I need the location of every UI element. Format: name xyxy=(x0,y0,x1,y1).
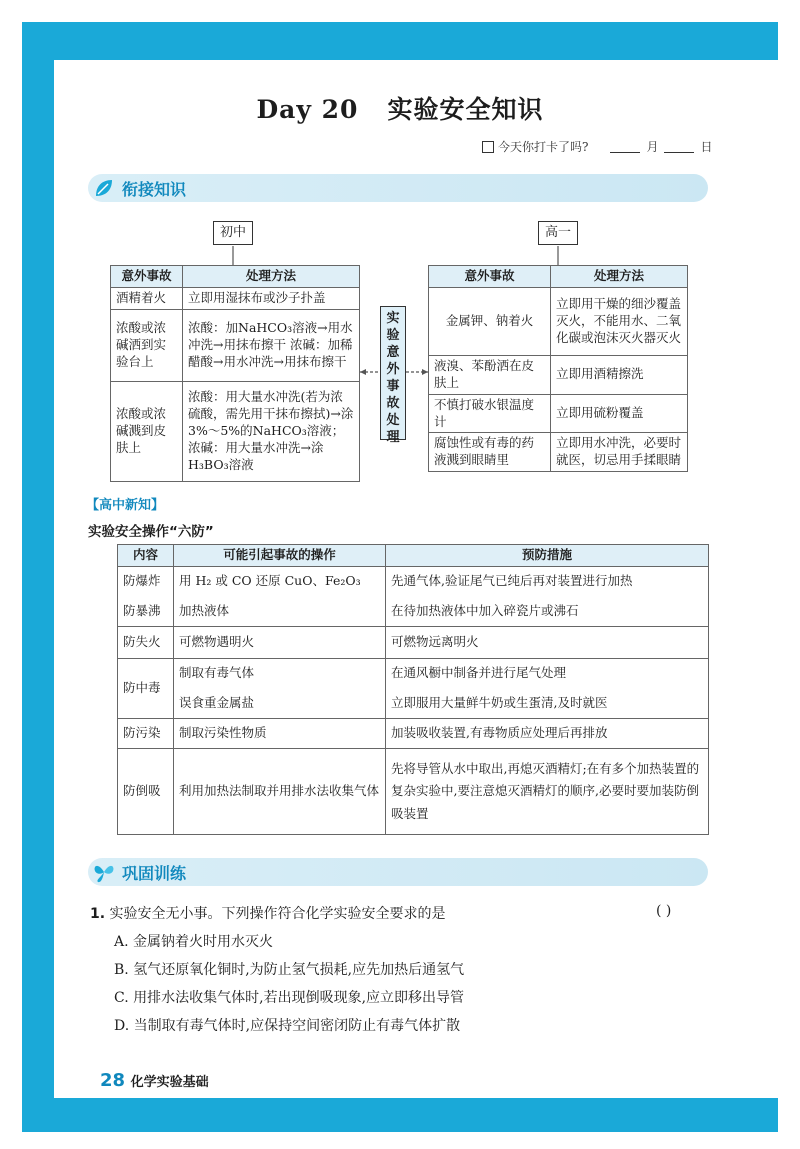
option-a[interactable]: A. 金属钠着火时用水灭火 xyxy=(114,934,274,950)
senior-header-method: 处理方法 xyxy=(551,266,688,288)
vertical-char: 处 xyxy=(386,413,400,428)
operation-cell: 利用加热法制取并用排水法收集气体 xyxy=(174,748,386,834)
butterfly-icon xyxy=(92,860,116,884)
question-stem: 实验安全无小事。下列操作符合化学实验安全要求的是 xyxy=(109,906,446,922)
type-cell: 防暴沸 xyxy=(118,596,174,626)
title-day: Day 20 xyxy=(256,95,359,124)
table-row xyxy=(118,718,709,748)
header-prevention: 预防措施 xyxy=(386,545,709,567)
vertical-char: 验 xyxy=(386,328,400,343)
vertical-char: 理 xyxy=(386,430,400,445)
operation-cell: 可燃物遇明火 xyxy=(174,626,386,658)
accident-cell: 酒精着火 xyxy=(111,287,183,309)
table-row xyxy=(118,748,709,834)
junior-table xyxy=(110,265,360,482)
checkin-text: 今天你打卡了吗? xyxy=(498,140,589,154)
operation-cell: 加热液体 xyxy=(174,596,386,626)
option-d[interactable]: D. 当制取有毒气体时,应保持空间密闭防止有毒气体扩散 xyxy=(114,1018,461,1034)
method-cell: 立即用水冲洗，必要时就医，切忌用手揉眼睛 xyxy=(551,433,688,472)
type-cell: 防失火 xyxy=(118,626,174,658)
accident-cell: 浓酸或浓碱溅到皮肤上 xyxy=(111,381,183,481)
measure-cell: 加装吸收装置,有毒物质应处理后再排放 xyxy=(386,718,709,748)
table-row xyxy=(111,287,360,309)
new-knowledge-tag: 【高中新知】 xyxy=(86,498,165,513)
type-cell: 防污染 xyxy=(118,718,174,748)
senior-header-accident: 意外事故 xyxy=(429,266,551,288)
accident-cell: 金属钾、钠着火 xyxy=(429,287,551,355)
table-row xyxy=(429,355,688,394)
type-cell: 防爆炸 xyxy=(118,566,174,596)
option-b[interactable]: B. 氢气还原氧化铜时,为防止氢气损耗,应先加热后通氢气 xyxy=(114,962,465,978)
accident-cell: 腐蚀性或有毒的药液溅到眼睛里 xyxy=(429,433,551,472)
junior-tag: 初中 xyxy=(213,221,253,245)
measure-cell: 先将导管从水中取出,再熄灭酒精灯;在有多个加热装置的复杂实验中,要注意熄灭酒精灯的顺序,必要时要加装防倒吸装置 xyxy=(386,748,709,834)
section-title-practice: 巩固训练 xyxy=(122,864,187,883)
table-row xyxy=(118,688,709,718)
accident-cell: 浓酸或浓碱洒到实验台上 xyxy=(111,309,183,381)
table-row xyxy=(118,596,709,626)
vertical-char: 事 xyxy=(386,379,400,394)
accident-cell: 液溴、苯酚洒在皮肤上 xyxy=(429,355,551,394)
option-c[interactable]: C. 用排水法收集气体时,若出现倒吸现象,应立即移出导管 xyxy=(114,990,465,1006)
table-row xyxy=(118,566,709,596)
table-row xyxy=(118,626,709,658)
type-cell: 防倒吸 xyxy=(118,748,174,834)
section-bar-practice xyxy=(88,858,708,886)
table-row xyxy=(111,381,360,481)
method-cell: 立即用湿抹布或沙子扑盖 xyxy=(183,287,360,309)
operation-cell: 制取有毒气体 xyxy=(174,658,386,688)
six-prevention-table xyxy=(117,544,709,835)
question-stem-row xyxy=(90,903,446,923)
operation-cell: 误食重金属盐 xyxy=(174,688,386,718)
measure-cell: 先通气体,验证尾气已纯后再对装置进行加热 xyxy=(386,566,709,596)
junior-header-accident: 意外事故 xyxy=(111,266,183,288)
method-cell: 立即用酒精擦洗 xyxy=(551,355,688,394)
vertical-char: 实 xyxy=(386,311,400,326)
measure-cell: 可燃物远离明火 xyxy=(386,626,709,658)
operation-cell: 用 H₂ 或 CO 还原 CuO、Fe₂O₃ xyxy=(174,566,386,596)
method-cell: 立即用干燥的细沙覆盖灭火，不能用水、二氧化碳或泡沫灭火器灭火 xyxy=(551,287,688,355)
table-row xyxy=(111,309,360,381)
method-cell: 浓酸：用大量水冲洗(若为浓硫酸，需先用干抹布擦拭)→涂3%～5%的NaHCO₃溶液；浓碱：用大量水冲洗→涂H₃BO₃溶液 xyxy=(183,381,360,481)
book-title: 化学实验基础 xyxy=(130,1075,209,1090)
operation-cell: 制取污染性物质 xyxy=(174,718,386,748)
method-cell: 立即用硫粉覆盖 xyxy=(551,394,688,433)
page-footer xyxy=(100,1070,209,1091)
measure-cell: 立即服用大量鲜牛奶或生蛋清,及时就医 xyxy=(386,688,709,718)
page-number: 28 xyxy=(100,1070,126,1091)
vertical-char: 意 xyxy=(386,345,400,360)
month-label: 月 xyxy=(646,140,659,154)
table-row xyxy=(429,433,688,472)
senior-table xyxy=(428,265,688,472)
six-prevention-subtitle: 实验安全操作“六防” xyxy=(88,524,214,540)
header-content: 内容 xyxy=(118,545,174,567)
accident-cell: 不慎打破水银温度计 xyxy=(429,394,551,433)
table-row xyxy=(118,658,709,688)
answer-parentheses[interactable]: ( ) xyxy=(656,903,672,919)
day-label: 日 xyxy=(700,140,713,154)
section-title-bridge: 衔接知识 xyxy=(122,180,187,199)
measure-cell: 在通风橱中制备并进行尾气处理 xyxy=(386,658,709,688)
center-vertical-label xyxy=(380,306,406,445)
measure-cell: 在待加热液体中加入碎瓷片或沸石 xyxy=(386,596,709,626)
method-cell: 浓酸：加NaHCO₃溶液→用水冲洗→用抹布擦干 浓碱：加稀醋酸→用水冲洗→用抹布擦干 xyxy=(183,309,360,381)
senior-tag: 高一 xyxy=(538,221,578,245)
table-row xyxy=(429,287,688,355)
vertical-char: 故 xyxy=(386,396,400,411)
table-row xyxy=(429,394,688,433)
type-cell: 防中毒 xyxy=(118,658,174,718)
header-operation: 可能引起事故的操作 xyxy=(174,545,386,567)
page-frame-bottom xyxy=(22,1098,778,1132)
vertical-char: 外 xyxy=(386,362,400,377)
title-name: 实验安全知识 xyxy=(387,95,544,124)
junior-header-method: 处理方法 xyxy=(183,266,360,288)
question-number: 1. xyxy=(90,906,106,922)
